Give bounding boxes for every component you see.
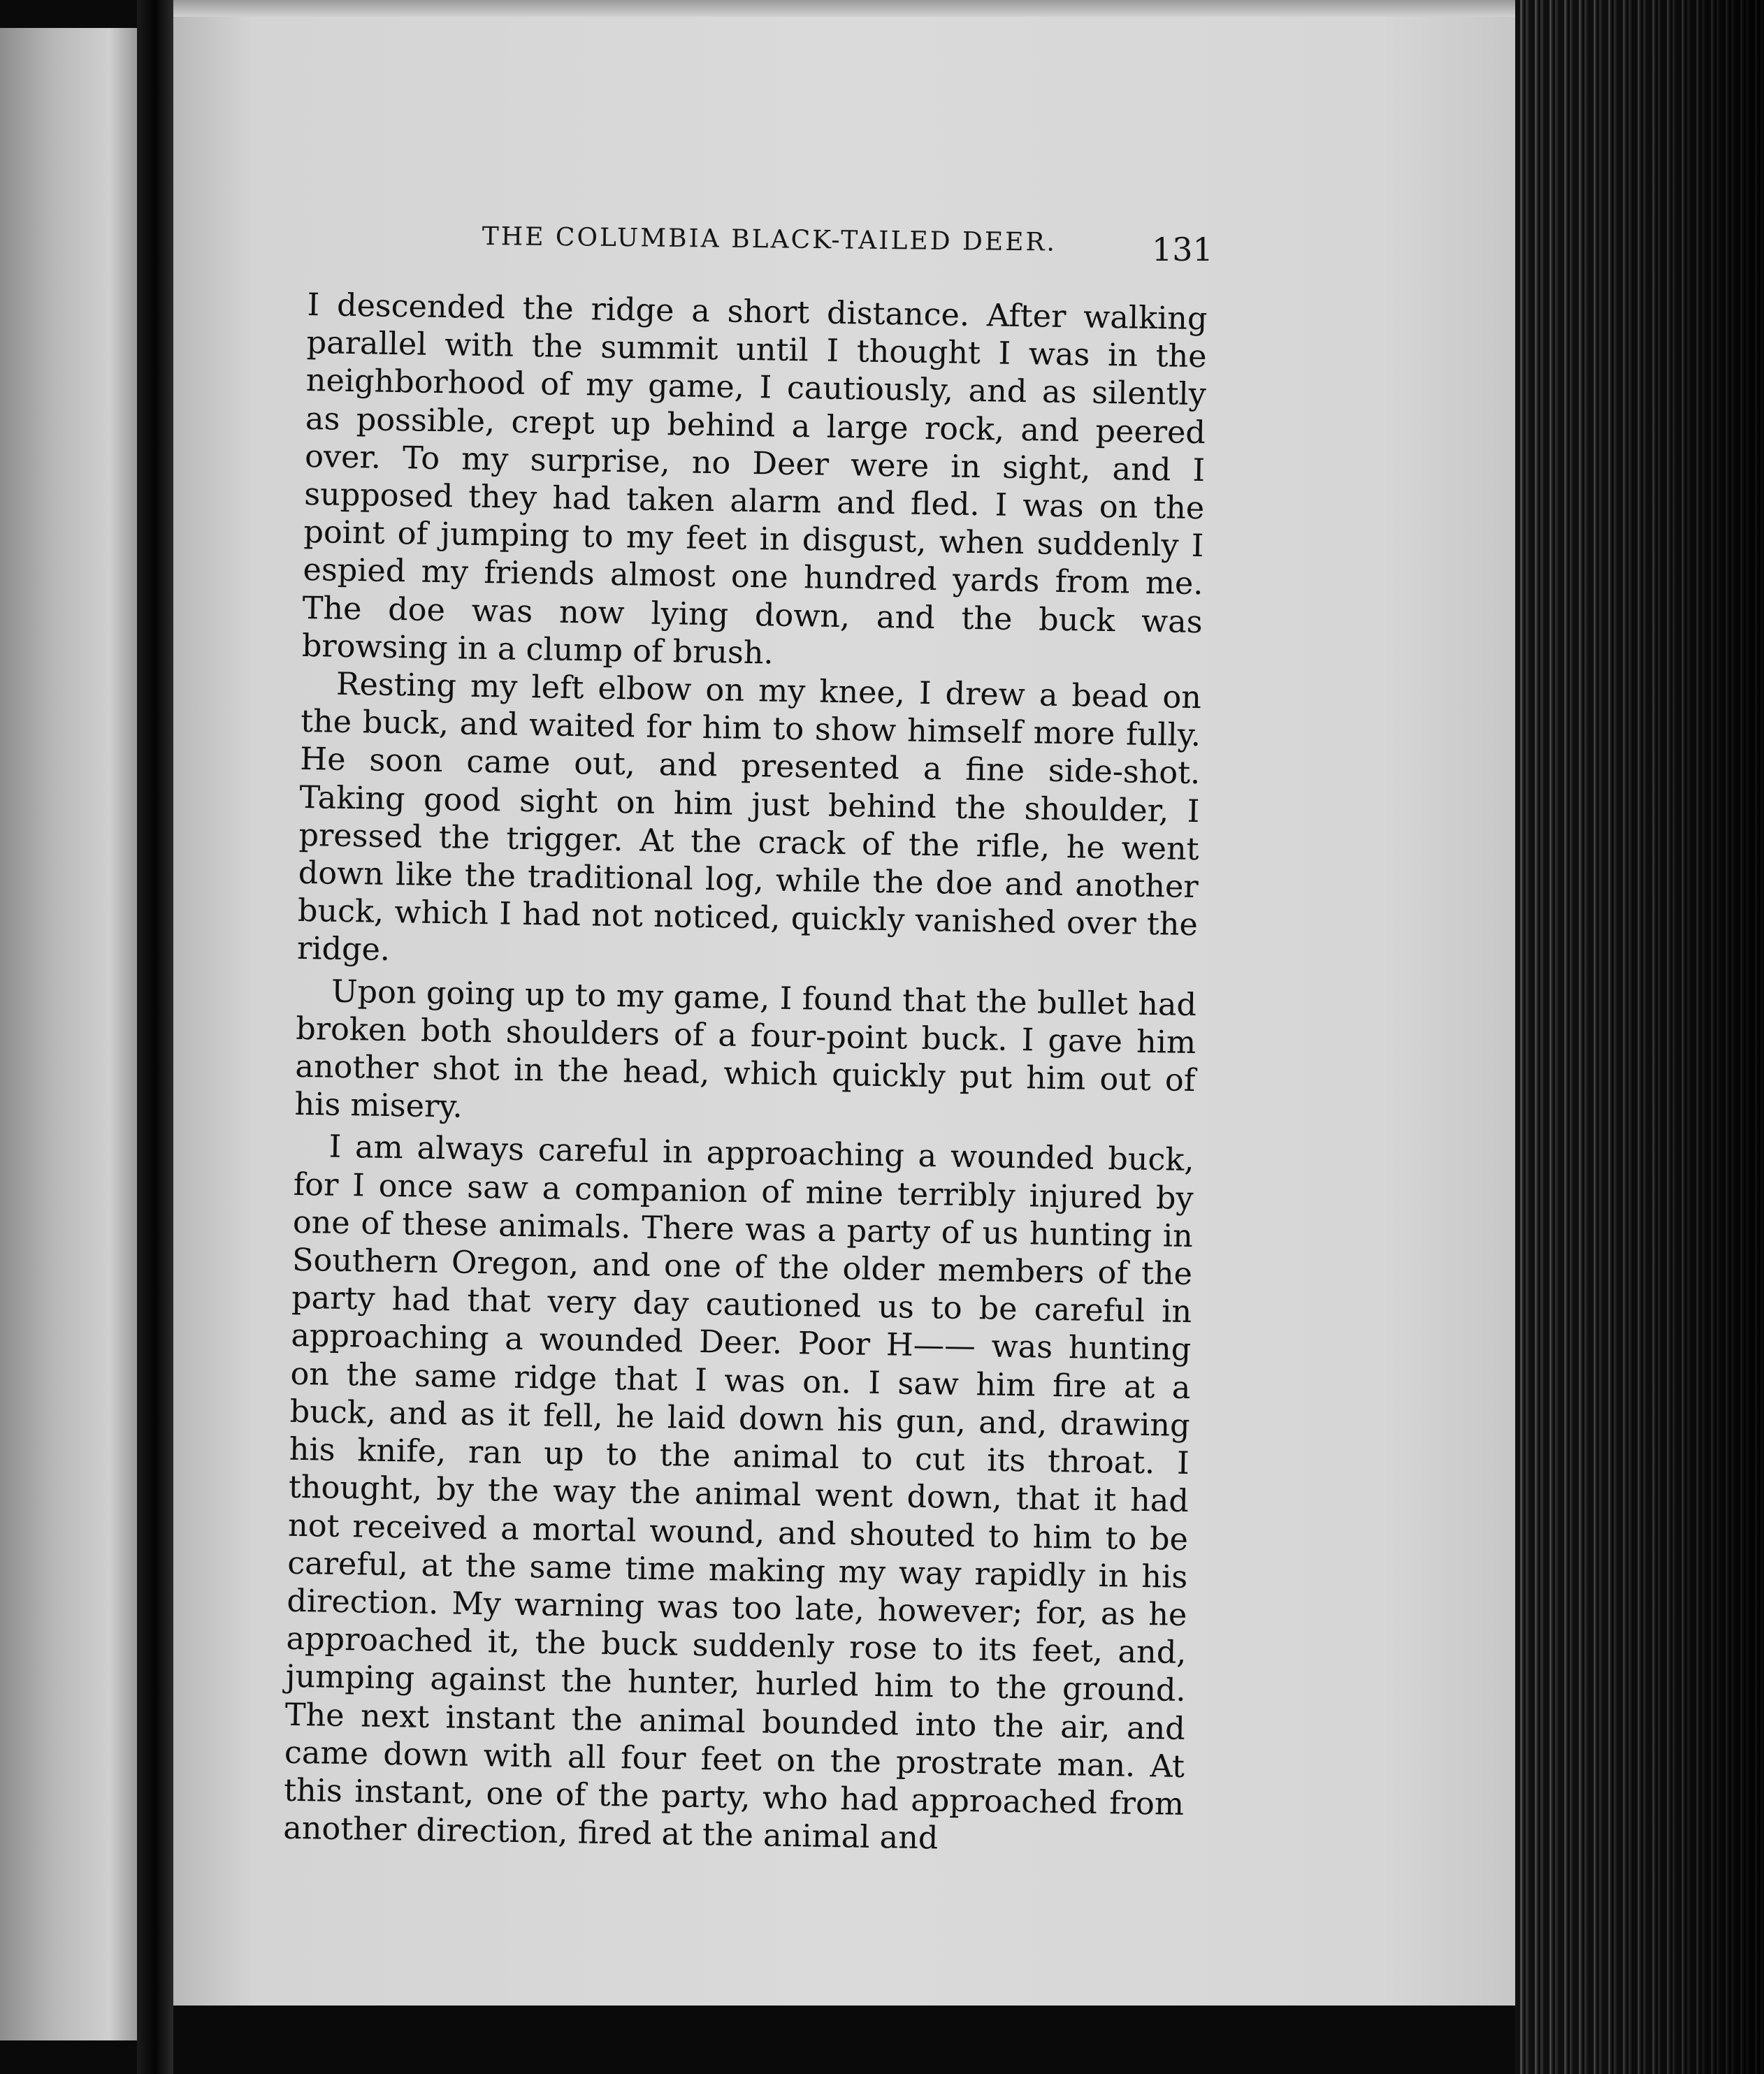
book-gutter — [137, 0, 173, 2074]
paragraph-2: Resting my left elbow on my knee, I drew a bead on the buck, and waited for him to show himself more fully. He soon came out, and presented a fine side-shot. Taking good sight on him just behind the shoulder, I pressed the trigger. At the crack of the rifle, he went down like the traditional log, while the doe and another buck, which I had not noticed, quickly vanished over the ridge. — [296, 666, 1202, 969]
page-stack-shadow — [1515, 0, 1764, 2074]
paragraph-4: I am always careful in approaching a wounded buck, for I once saw a companion of mine terribly injured by one of these animals. There was a party of us hunting in Southern Oregon, and one of the older members of the party had that very day cautioned us to be careful in approaching a wounded Deer. Poor H—— was hunting on the same ridge that I was on. I saw him fire at a buck, and as it fell, he laid down his gun, and, drawing his knife, ran up to the animal to cut its throat. I thought, by the way the animal went down, that it had not received a mortal wound, and shouted to him to be careful, at the same time making my way rapidly in his direction. My warning was too late, however; for, as he approached it, the buck suddenly rose to its feet, and, jumping against the hunter, hurled him to the ground. The next instant the animal bounded into the air, and came down with all four feet on the prostrate man. At this instant, one of the party, who had approached from another direction, fired at the animal and — [282, 1129, 1194, 1857]
paragraph-3: Upon going up to my game, I found that the bullet had broken both shoulders of a four-point buck. I gave him another shot in the head, which quickly put him out of his misery. — [294, 973, 1197, 1125]
page-number: 131 — [1152, 231, 1213, 268]
page-top-shadow — [173, 0, 1515, 17]
running-head: THE COLUMBIA BLACK-TAILED DEER. — [482, 222, 1057, 257]
previous-page-edge — [0, 28, 137, 2040]
paragraph-1: I descended the ridge a short distance. After walking parallel with the summit until I thought I was in the neighborhood of my game, I cautiously, and as silently as possible, crept up behind a large rock, and peered over. To my surprise, no Deer were in sight, and I supposed they had taken alarm and fled. I was on the point of jumping to my feet in disgust, when suddenly I espied my friends almost one hundred yards from me. The doe was now lying down, and the buck was browsing in a clump of brush. — [301, 287, 1208, 672]
body-text — [283, 287, 1208, 1862]
